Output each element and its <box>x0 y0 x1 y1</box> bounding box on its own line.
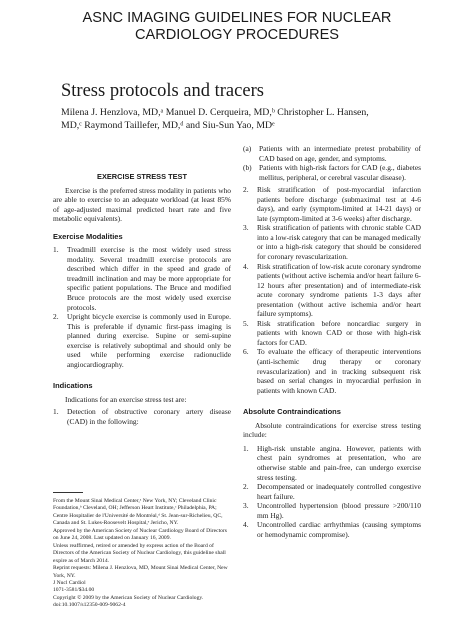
intro-paragraph: Exercise is the preferred stress modality in patients who are able to exercise to an adequate workload (at least 85% of age-adjusted maximal predicted heart rate and five metabolic equivalents). <box>53 185 231 224</box>
item-text: Patients with high-risk factors for CAD (e.g., diabetes mellitus, peripheral, or cerebral vascular disease). <box>259 163 421 182</box>
footnote-affiliations: From the Mount Sinai Medical Center,ᵃ New York, NY; Cleveland Clinic Foundation,ᵇ Cleveland, OH; Jefferson Heart Institute,ᶜ Philadelphia, PA; Centre Hospitalier de l'Université de Montréal,ᵈ St. Jean-sur-Richelieu, QC, Canada and St. Lukes-Roosevelt Hospital,ᵉ Jericho, NY. <box>53 498 223 527</box>
journal-line-1: ASNC IMAGING GUIDELINES FOR NUCLEAR <box>82 10 392 26</box>
item-number: 1. <box>53 245 59 255</box>
item-number: (b) <box>243 163 252 173</box>
footnote-issn: 1071-3581/$34.00 <box>53 587 95 594</box>
item-text: Detection of obstructive coronary artery disease (CAD) in the following: <box>67 407 231 427</box>
item-text: To evaluate the efficacy of therapeutic interventions (anti-ischemic drug therapy or coronary revascularization) and in tracking subsequent risk based on serial changes in myocardial perfusion in patients with known CAD. <box>257 347 421 395</box>
list-item <box>53 407 231 426</box>
indications-list <box>53 407 231 426</box>
article-title: Stress protocols and tracers <box>61 81 264 101</box>
footnote-approval: Approved by the American Society of Nuclear Cardiology Board of Directors on June 24, 2008. Last updated on January 16, 2009. <box>53 527 227 542</box>
indications-continued-list <box>243 185 421 395</box>
author-list <box>61 106 431 132</box>
item-text: Upright bicycle exercise is commonly used in Europe. This is preferable if dynamic first-pass imaging is planned during exercise. Supine or semi-supine exercise is relatively suboptimal and should only be used while performing exercise radionuclide angiocardiography. <box>67 312 231 369</box>
list-item <box>53 312 231 369</box>
item-number: 1. <box>53 407 59 417</box>
list-item <box>243 520 421 539</box>
footnote-expiry: Unless reaffirmed, retired or amended by express action of the Board of Directors of the American Society of Nuclear Cardiology, this guideline shall expire as of March 2014. <box>53 542 226 564</box>
authors-line-1: Milena J. Henzlova, MD,ᵃ Manuel D. Cerqueira, MD,ᵇ Christopher L. Hansen, <box>61 107 369 118</box>
item-text: Patients with an intermediate pretest probability of CAD based on age, gender, and symptoms. <box>259 144 421 163</box>
footnote-journal: J Nucl Cardiol <box>53 579 86 586</box>
modalities-list <box>53 245 231 369</box>
item-text: Treadmill exercise is the most widely used stress modality. Several treadmill exercise protocols are described which differ in the speed and grade of treadmill inclination and may be more appropriate for specific patient populations. The Bruce and modified Bruce protocols are the most widely used exercise protocols. <box>67 245 231 312</box>
footnote-reprints: Reprint requests: Milena J. Henzlova, MD, Mount Sinai Medical Center, New York, NY. <box>53 565 228 579</box>
footnote-divider <box>53 492 83 493</box>
section-heading-exercise-stress-test: EXERCISE STRESS TEST <box>97 172 187 181</box>
footnote-doi: doi:10.1007/s12350-009-9062-4 <box>53 602 126 609</box>
right-column <box>243 144 421 539</box>
list-item <box>243 144 421 163</box>
list-item <box>243 262 421 319</box>
item-number: 3. <box>243 223 249 233</box>
indications-heading: Indications <box>53 381 93 391</box>
item-text: Decompensated or inadequately controlled congestive heart failure. <box>257 482 421 501</box>
item-text: Risk stratification of patients with chronic stable CAD into a low-risk category that can be managed medically or into a high-risk category that should be considered for coronary revascularization. <box>257 223 421 262</box>
item-text: Uncontrolled cardiac arrhythmias (causing symptoms or hemodynamic compromise). <box>257 520 421 539</box>
item-text: Risk stratification of post-myocardial infarction patients before discharge (submaximal test at 4-6 days), and early (symptom-limited at 14-21 days) or late (symptom-limited at 3-6 weeks) after discharge. <box>257 185 421 223</box>
list-item <box>243 163 421 182</box>
authors-line-2: MD,ᶜ Raymond Taillefer, MD,ᵈ and Siu-Sun Yao, MDᵉ <box>61 120 275 131</box>
list-item <box>243 444 421 482</box>
list-item <box>243 482 421 501</box>
list-item <box>53 245 231 312</box>
indication-subitems <box>243 144 421 182</box>
item-number: 3. <box>243 501 249 511</box>
list-item <box>243 501 421 520</box>
item-number: 2. <box>243 185 249 195</box>
item-text: Risk stratification before noncardiac surgery in patients with known CAD or those with high-risk factors for CAD. <box>257 318 421 347</box>
item-number: 4. <box>243 261 249 271</box>
footnotes <box>53 498 231 610</box>
item-number: 2. <box>53 312 59 322</box>
item-number: 6. <box>243 347 249 357</box>
list-item <box>243 319 421 348</box>
journal-line-2: CARDIOLOGY PROCEDURES <box>134 27 340 43</box>
list-item <box>243 185 421 223</box>
contraindications-list <box>243 444 421 539</box>
item-text: Risk stratification of low-risk acute coronary syndrome patients (without active ischemia and/or heart failure 6-12 hours after presentation) and of intermediate-risk acute coronary syndrome patients 1-3 days after presentation (without active ischemia and/or heart failure symptoms). <box>257 261 421 319</box>
item-number: 5. <box>243 318 249 328</box>
list-item <box>243 223 421 261</box>
absolute-contraindications-heading: Absolute Contraindications <box>243 407 341 417</box>
list-item <box>243 347 421 395</box>
left-column <box>53 172 231 427</box>
indications-intro: Indications for an exercise stress test are: <box>65 394 187 404</box>
item-text: Uncontrolled hypertension (blood pressure >200/110 mm Hg). <box>257 501 421 520</box>
exercise-modalities-heading: Exercise Modalities <box>53 231 123 241</box>
contraindications-intro: Absolute contraindications for exercise stress testing include: <box>243 420 421 440</box>
item-number: 2. <box>243 482 249 492</box>
item-number: 1. <box>243 443 249 453</box>
footnote-copyright: Copyright © 2009 by the American Society of Nuclear Cardiology. <box>53 594 204 601</box>
item-number: (a) <box>243 144 252 153</box>
journal-header <box>60 10 414 44</box>
item-number: 4. <box>243 520 249 530</box>
item-text: High-risk unstable angina. However, patients with chest pain syndromes at presentation, who are otherwise stable and pain-free, can undergo exercise stress testing. <box>257 443 421 482</box>
